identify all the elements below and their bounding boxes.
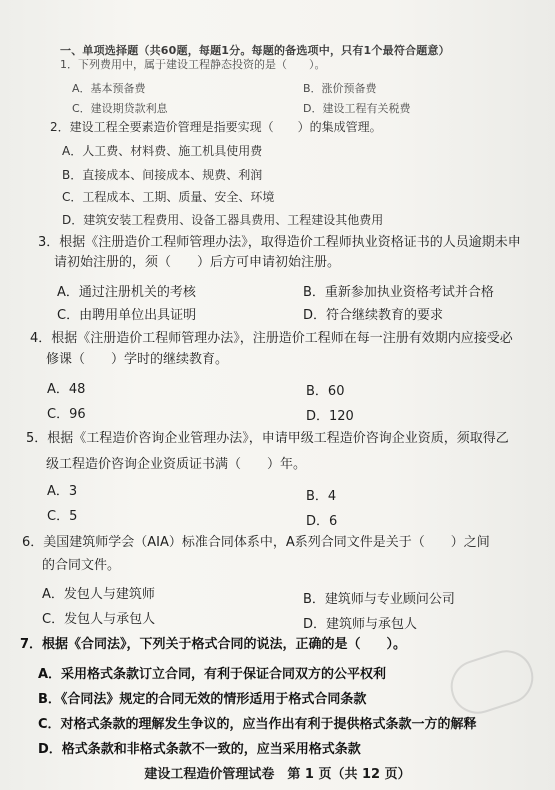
question-2-stem: 2．建设工程全要素造价管理是指要实现（ ）的集成管理。 — [50, 120, 382, 134]
question-7-option-b: B．《合同法》规定的合同无效的情形适用于格式合同条款 — [38, 692, 367, 707]
question-5-option-b: B．4 — [306, 489, 337, 504]
question-6-stem-line-1: 6．美国建筑师学会（AIA）标准合同体系中，A系列合同文件是关于（ ）之间 — [22, 535, 490, 550]
question-3-option-d: D．符合继续教育的要求 — [303, 308, 444, 323]
section-heading: 一、单项选择题（共60题，每题1分。每题的备选项中，只有1个最符合题意） — [60, 44, 450, 57]
question-1-stem: 1．下列费用中，属于建设工程静态投资的是（ ）。 — [60, 58, 326, 71]
question-5-option-a: A．3 — [47, 484, 78, 499]
question-4-stem-line-2: 修课（ ）学时的继续教育。 — [46, 352, 229, 367]
question-4-option-d: D．120 — [306, 409, 354, 424]
question-7-option-a: A．采用格式条款订立合同，有利于保证合同双方的公平权利 — [38, 667, 387, 682]
question-2-option-c: C．工程成本、工期、质量、安全、环境 — [62, 190, 275, 204]
question-7-option-d: D．格式条款和非格式条款不一致的，应当采用格式条款 — [38, 742, 361, 757]
question-6-option-c: C．发包人与承包人 — [42, 612, 156, 627]
question-5-option-d: D．6 — [306, 514, 338, 529]
question-3-stem-line-2: 请初始注册的，须（ ）后方可申请初始注册。 — [54, 255, 341, 270]
question-6-stem-line-2: 的合同文件。 — [42, 558, 121, 573]
question-4-option-c: C．96 — [47, 407, 86, 422]
question-1-option-d: D．建设工程有关税费 — [303, 102, 411, 115]
question-6-option-b: B．建筑师与专业顾问公司 — [303, 592, 455, 607]
question-4-stem-line-1: 4．根据《注册造价工程师管理办法》，注册造价工程师在每一注册有效期内应接受必 — [30, 331, 513, 346]
faint-watermark-stamp — [444, 643, 541, 720]
question-4-option-b: B．60 — [306, 384, 345, 399]
question-3-option-c: C．由聘用单位出具证明 — [57, 308, 197, 323]
question-1-option-a: A．基本预备费 — [72, 82, 146, 95]
question-1-option-c: C．建设期贷款利息 — [72, 102, 168, 115]
question-2-option-d: D．建筑安装工程费用、设备工器具费用、工程建设其他费用 — [62, 213, 384, 227]
question-1-option-b: B．涨价预备费 — [303, 82, 377, 95]
question-2-option-b: B．直接成本、间接成本、规费、利润 — [62, 168, 263, 182]
question-3-stem-line-1: 3．根据《注册造价工程师管理办法》，取得造价工程师执业资格证书的人员逾期未申 — [38, 235, 521, 250]
question-3-option-b: B．重新参加执业资格考试并合格 — [303, 285, 494, 300]
question-7-option-c: C．对格式条款的理解发生争议的，应当作出有利于提供格式条款一方的解释 — [38, 717, 477, 732]
question-3-option-a: A．通过注册机关的考核 — [57, 285, 196, 300]
page-footer: 建设工程造价管理试卷 第 1 页（共 12 页） — [144, 767, 411, 782]
question-6-option-d: D．建筑师与承包人 — [303, 617, 418, 632]
question-5-stem-line-1: 5．根据《工程造价咨询企业管理办法》，申请甲级工程造价咨询企业资质，须取得乙 — [26, 431, 509, 446]
question-5-stem-line-2: 级工程造价咨询企业资质证书满（ ）年。 — [46, 457, 307, 472]
question-2-option-a: A．人工费、材料费、施工机具使用费 — [62, 144, 263, 158]
question-7-stem: 7．根据《合同法》，下列关于格式合同的说法，正确的是（ ）。 — [20, 637, 407, 652]
question-4-option-a: A．48 — [47, 382, 86, 397]
question-6-option-a: A．发包人与建筑师 — [42, 587, 155, 602]
question-5-option-c: C．5 — [47, 509, 78, 524]
